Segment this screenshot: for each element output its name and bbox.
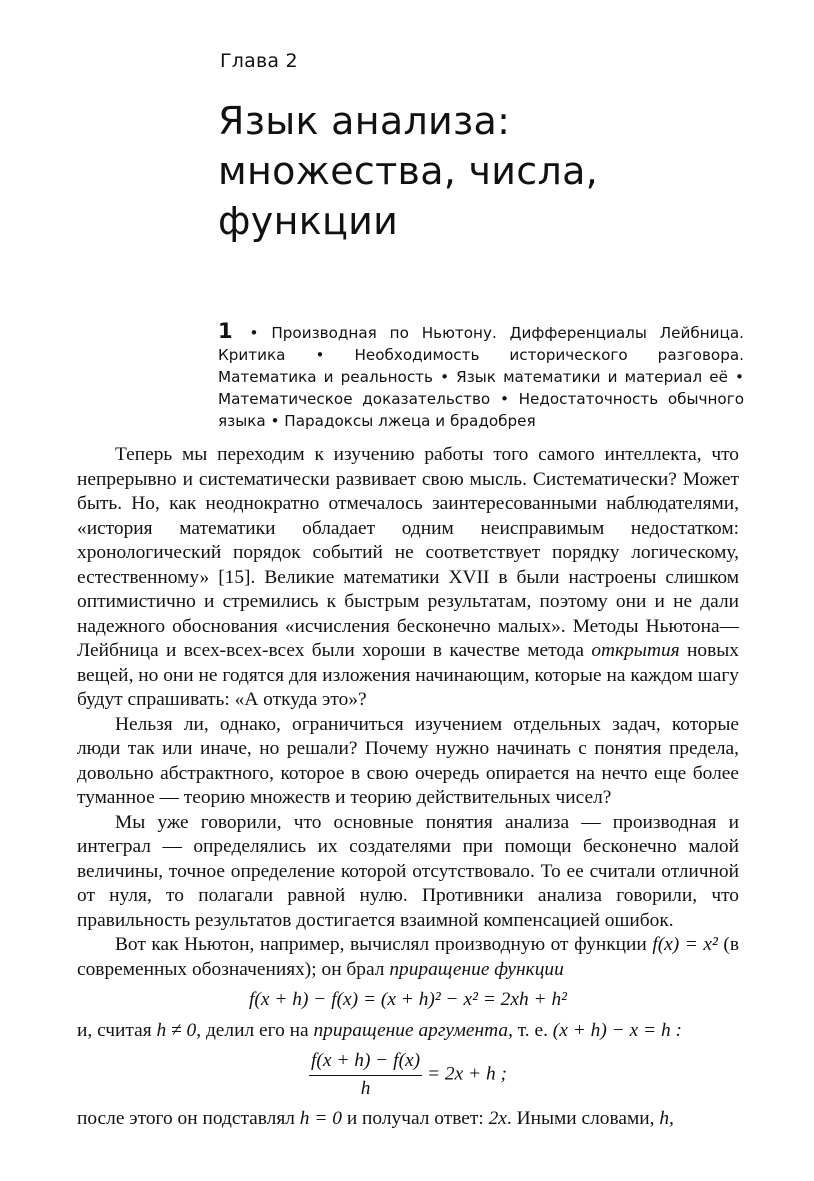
text-run: и, считая [77,1019,152,1041]
chapter-title-line: множества, числа, [218,149,599,193]
emphasis: открытия [591,640,680,661]
paragraph [77,1019,739,1044]
body-text [77,443,739,1132]
paragraph: Нельзя ли, однако, ограничиться изучением отдельных задач, которые люди так или иначе, но решали? Почему нужно начинать с понятия предела, довольно абстрактного, которое в свою очередь опирается на нечто еще более туманное — теорию множеств и теорию действительных чисел? [77,713,739,808]
text-run: после этого он подставлял [77,1108,295,1129]
fraction-denominator: h [360,1077,371,1099]
text-run: Теперь мы переходим к изучению работы того самого интеллекта, что непрерывно и систематически развивает свою мысль. Систематически? Может быть. Но, как неоднократно отмечалось заинтересованными наблюдателями, «история математики обладает одним неисправимым недостатком: хронологический порядок событий не соответствует порядку логическому, естественному» [15]. Великие математики XVII в были настроены слишком оптимистично и стремились к быстрым результатам, поэтому они и не дали надежного обоснования «исчисления бесконечно малых». Методы Ньютона—Лейбница и всех-всех-всех были хороши в качестве метода [77,444,739,661]
text-run: и получал ответ: [346,1108,484,1129]
chapter-title [218,96,778,246]
chapter-label: Глава 2 [220,50,298,72]
inline-formula: f(x) = x² [652,934,718,955]
text-run: . Иными словами, [506,1108,655,1129]
text-run: , делил его на [196,1019,309,1041]
inline-formula: (x + h) − x = h : [552,1019,682,1041]
fraction [309,1049,422,1101]
paragraph: Мы уже говорили, что основные понятия анализа — производная и интеграл — определялись их создателями при помощи бесконечно малой величины, точное определение которой отсутствовало. То ее считали отличной от нуля, то полагали равной нулю. Противники анализа говорили, что правильность результатов достигается взаимной компенсацией ошибок. [77,811,739,931]
section-summary-text: • Производная по Ньютону. Дифференциалы Лейбница. Критика • Необходимость исторического разговора. Математика и реальность • Язык математики и материал её • Математическое доказательство • Недостаточность обычного языка • Парадоксы лжеца и брадобрея [218,324,744,430]
text-run: Вот как Ньютон, например, вычислял производную от функции [115,934,647,955]
text-run: новых вещей, но они не годятся для изложения начинающим, которые на каждом шагу будут спрашивать: «А откуда это»? [77,640,739,710]
fraction-rhs: = 2x + h ; [426,1063,507,1085]
emphasis: приращение аргумента [313,1019,509,1041]
paragraph [77,933,739,982]
chapter-title-line: Язык анализа: [218,99,511,143]
paragraph [77,443,739,713]
inline-formula: 2x [488,1108,507,1129]
fraction-formula [77,1049,739,1101]
chapter-title-line: функции [218,199,399,243]
text-run: (в современных обозначениях); он брал [77,934,739,980]
fraction-numerator: f(x + h) − f(x) [309,1049,422,1076]
section-summary [218,320,744,432]
inline-formula: h = 0 [299,1108,342,1129]
paragraph [77,1107,739,1132]
inline-formula: h, [659,1108,674,1129]
display-formula: f(x + h) − f(x) = (x + h)² − x² = 2xh + h² [249,989,567,1010]
inline-formula: h ≠ 0 [156,1019,197,1041]
text-run: , т. е. [508,1019,548,1041]
section-number: 1 [218,319,233,343]
emphasis: приращение функции [389,958,564,980]
